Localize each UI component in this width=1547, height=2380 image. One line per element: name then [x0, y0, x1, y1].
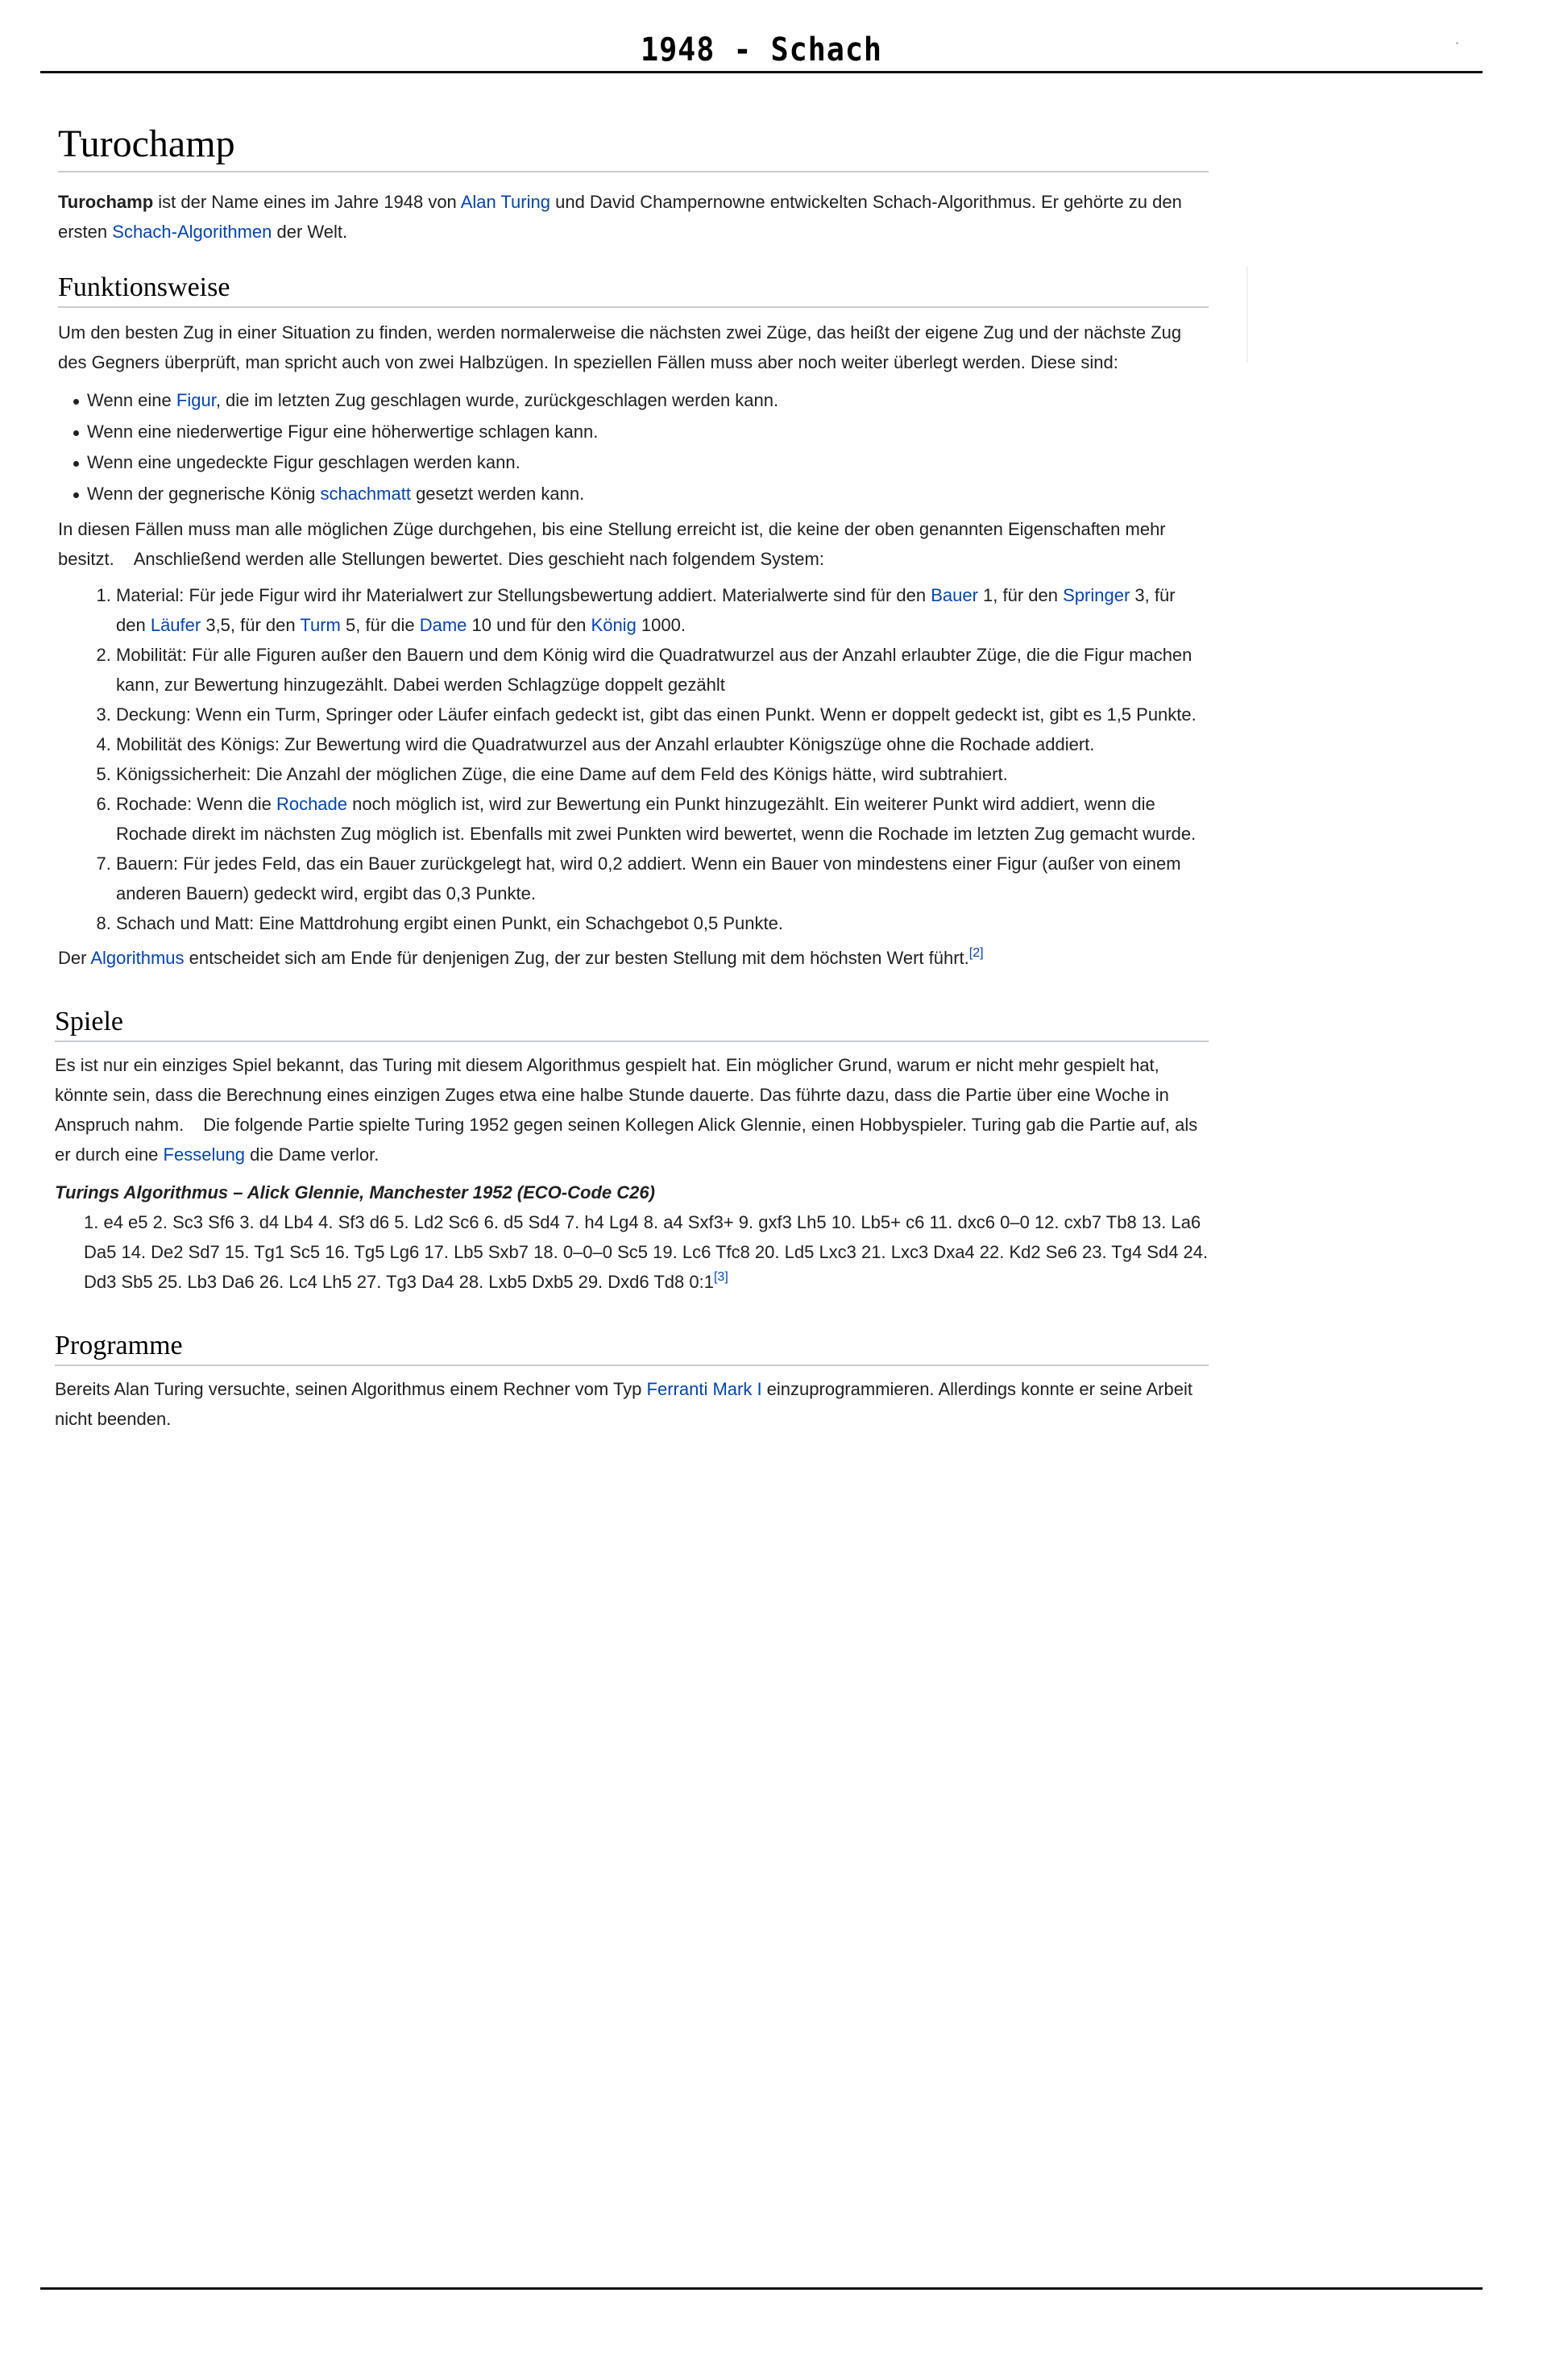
list-item [87, 479, 1209, 510]
text: 10 und für den [467, 615, 591, 635]
text: 5, für die [340, 615, 420, 635]
list-item [87, 385, 1209, 417]
article-title: Turochamp [58, 121, 1209, 172]
conclusion-paragraph [58, 943, 1209, 973]
text: Die folgende Partie spielte Turing 1952 gegen seinen Kollegen Alick Glennie, einen Hobbyspieler. Turing gab die Partie auf, als er durch eine [55, 1115, 1198, 1165]
header-dot [1456, 42, 1458, 44]
page-header-title: 1948 - Schach [640, 31, 882, 69]
section-spiele [55, 1005, 1209, 1297]
text: 1, für den [977, 585, 1064, 605]
text: entscheidet sich am Ende für denjenigen Zug, der zur besten Stellung mit dem höchsten Wert führt. [184, 948, 969, 968]
text: die Dame verlor. [245, 1144, 379, 1165]
intro-bold-term: Turochamp [58, 192, 154, 212]
link-koenig[interactable]: König [591, 615, 637, 635]
game-title: Turings Algorithmus – Alick Glennie, Manchester 1952 (ECO-Code C26) [55, 1182, 655, 1202]
special-cases-list [58, 385, 1209, 509]
text: Der [58, 948, 91, 968]
reference-3[interactable]: [3] [713, 1270, 728, 1284]
text: , die im letzten Zug geschlagen wurde, zurückgeschlagen werden kann. [215, 390, 779, 410]
text: In diesen Fällen muss man alle möglichen Züge durchgehen, bis eine Stellung erreicht ist, die keine der oben genannten Eigenschaften mehr besitzt. [58, 519, 1166, 569]
side-divider [1246, 266, 1248, 363]
funktionsweise-lead: Um den besten Zug in einer Situation zu finden, werden normalerweise die nächsten zwei Züge, das heißt der eigene Zug und der nächste Zug des Gegners überprüft, man spricht auch von zwei Halbzügen. In speziellen Fällen muss aber noch weiter überlegt werden. Diese sind: [58, 322, 1182, 372]
game-moves [84, 1207, 1209, 1297]
list-item-rochade [116, 789, 1209, 849]
link-bauer[interactable]: Bauer [931, 585, 978, 605]
list-item-koenigsmobilitaet: 4. Mobilität des Königs: Zur Bewertung wird die Quadratwurzel aus der Anzahl erlaubter Königszüge ohne die Rochade addiert. [116, 729, 1209, 759]
article-content [55, 121, 1209, 1434]
list-item-schach-matt: 8. Schach und Matt: Eine Mattdrohung ergibt einen Punkt, ein Schachgebot 0,5 Punkte. [116, 908, 1209, 938]
link-schachmatt[interactable]: schachmatt [320, 483, 411, 504]
programme-paragraph [55, 1374, 1209, 1434]
text: und David Champernowne entwickelten Schach-Algorithmus. Er gehörte zu den ersten [58, 192, 1182, 242]
spiele-paragraph [55, 1050, 1209, 1169]
link-figur[interactable]: Figur [176, 390, 216, 410]
text: Es ist nur ein einziges Spiel bekannt, das Turing mit diesem Algorithmus gespielt hat. Ein möglicher Grund, warum er nicht mehr gespielt hat, könnte sein, dass die Berechnung eines einzigen Zuges etwa eine halbe Stunde dauerte. Das führte dazu, dass die Partie über eine Woche in Anspruch nahm. [55, 1055, 1169, 1135]
text: 3, für den [116, 585, 1176, 635]
moves-text: 1. e4 e5 2. Sc3 Sf6 3. d4 Lb4 4. Sf3 d6 5. Ld2 Sc6 6. d5 Sd4 7. h4 Lg4 8. a4 Sxf3+ 9. gxf3 Lh5 10. Lb5+ c6 11. dxc6 0–0 12. cxb7 Tb8 13. La6 Da5 14. De2 Sd7 15. Tg1 Sc5 16. Tg5 Lg6 17. Lb5 Sxb7 18. 0–0–0 Sc5 19. Lc6 Tfc8 20. Ld5 Lxc3 21. Lxc3 Dxa4 22. Kd2 Se6 23. Tg4 Sd4 24. Dd3 Sb5 25. Lb3 Da6 26. Lc4 Lh5 27. Tg3 Da4 28. Lxb5 Dxb5 29. Dxd6 Td8 0:1 [84, 1212, 1209, 1292]
text: Wenn eine [87, 390, 176, 410]
link-algorithmus[interactable]: Algorithmus [90, 948, 185, 968]
section-heading-programme: Programme [55, 1329, 1209, 1366]
link-schach-algorithmen[interactable]: Schach-Algorithmen [112, 222, 272, 242]
text: ist der Name eines im Jahre 1948 von [153, 192, 461, 212]
text: Rochade: Wenn die [116, 794, 276, 814]
link-fesselung[interactable]: Fesselung [163, 1144, 246, 1165]
link-laeufer[interactable]: Läufer [150, 615, 201, 635]
link-turm[interactable]: Turm [300, 615, 341, 635]
text: Anschließend werden alle Stellungen bewertet. Dies geschieht nach folgendem System: [133, 549, 824, 569]
section-heading-funktionsweise: Funktionsweise [58, 271, 1209, 308]
text: Bereits Alan Turing versuchte, seinen Algorithmus einem Rechner vom Typ [55, 1379, 647, 1399]
list-item-mobilitaet: 2. Mobilität: Für alle Figuren außer den Bauern und dem König wird die Quadratwurzel aus der Anzahl erlaubter Züge, die die Figur machen kann, zur Bewertung hinzugezählt. Dabei werden Schlagzüge doppelt gezählt [116, 640, 1209, 700]
text: 3,5, für den [201, 615, 301, 635]
list-item-koenigssicherheit: 5. Königssicherheit: Die Anzahl der möglichen Züge, die eine Dame auf dem Feld des Königs hätte, wird subtrahiert. [116, 759, 1209, 789]
text: Material: Für jede Figur wird ihr Materialwert zur Stellungsbewertung addiert. Materialwerte sind für den [116, 585, 931, 605]
section-funktionsweise [58, 271, 1209, 973]
text: noch möglich ist, wird zur Bewertung ein Punkt hinzugezählt. Ein weiterer Punkt wird addiert, wenn die Rochade direkt im nächsten Zug möglich ist. Ebenfalls mit zwei Punkten wird bewertet, wenn die Rochade im letzten Zug gemacht wurde. [116, 794, 1197, 844]
reference-2[interactable]: [2] [968, 946, 984, 960]
link-springer[interactable]: Springer [1063, 585, 1130, 605]
section-programme [55, 1329, 1209, 1434]
link-ferranti-mark-i[interactable]: Ferranti Mark I [646, 1379, 762, 1399]
list-item: Wenn eine niederwertige Figur eine höherwertige schlagen kann. [87, 417, 1209, 448]
footer-divider [40, 2287, 1483, 2290]
link-rochade[interactable]: Rochade [276, 794, 348, 814]
evaluation-system-list [58, 580, 1209, 938]
text: einzuprogrammieren. Allerdings konnte er seine Arbeit nicht beenden. [55, 1379, 1192, 1429]
page-header [40, 0, 1483, 73]
text: gesetzt werden kann. [410, 483, 585, 504]
section-heading-spiele: Spiele [55, 1005, 1209, 1042]
intro-paragraph [58, 187, 1209, 247]
list-item: Wenn eine ungedeckte Figur geschlagen werden kann. [87, 447, 1209, 479]
list-item-bauern: 7. Bauern: Für jedes Feld, das ein Bauer zurückgelegt hat, wird 0,2 addiert. Wenn ein Bauer von mindestens einer Figur (außer von einem anderen Bauern) gedeckt wird, ergibt das 0,3 Punkte. [116, 849, 1209, 908]
text: der Welt. [272, 222, 348, 242]
list-item-material [116, 580, 1209, 640]
link-alan-turing[interactable]: Alan Turing [460, 192, 550, 212]
list-item-deckung: 3. Deckung: Wenn ein Turm, Springer oder Läufer einfach gedeckt ist, gibt das einen Punkt. Wenn er doppelt gedeckt ist, gibt es 1,5 Punkte. [116, 700, 1209, 729]
text: Wenn der gegnerische König [87, 483, 321, 504]
text: 1000. [636, 615, 686, 635]
evaluation-intro [58, 514, 1209, 574]
link-dame[interactable]: Dame [419, 615, 467, 635]
